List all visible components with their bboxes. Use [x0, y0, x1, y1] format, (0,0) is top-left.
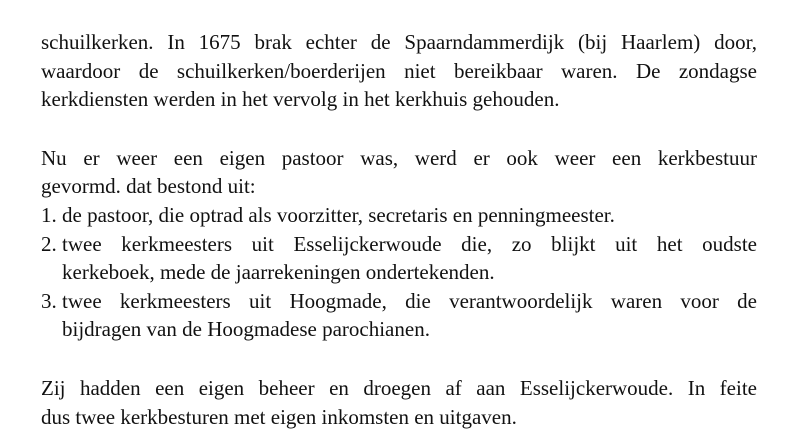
text-line: twee kerkmeesters uit Hoogmade, die verantwoordelijk waren voor de [62, 288, 757, 313]
numbered-list [41, 201, 757, 344]
paragraph-gap [41, 114, 757, 144]
list-number: 2. [41, 231, 57, 256]
text-line: waardoor de schuilkerken/boerderijen niet bereikbaar waren. De zondagse [41, 58, 757, 83]
paragraph-gap [41, 344, 757, 374]
document-page [41, 28, 757, 431]
list-item [41, 287, 757, 344]
text-line: Zij hadden een eigen beheer en droegen af aan Esselijckerwoude. In feite [41, 375, 757, 400]
text-line: gevormd. dat bestond uit: [41, 174, 256, 199]
list-item [41, 230, 757, 287]
text-line: schuilkerken. In 1675 brak echter de Spaarndammerdijk (bij Haarlem) door, [41, 30, 757, 54]
paragraph-2 [41, 144, 757, 201]
list-item [41, 201, 757, 230]
text-line: Nu er weer een eigen pastoor was, werd er ook weer een kerkbestuur [41, 145, 757, 170]
paragraph-1 [41, 28, 757, 114]
text-line: kerkeboek, mede de jaarrekeningen ondertekenden. [62, 260, 495, 285]
text-line: twee kerkmeesters uit Esselijckerwoude die, zo blijkt uit het oudste [62, 231, 757, 256]
paragraph-3 [41, 374, 757, 431]
list-item-body [62, 287, 757, 344]
text-line: kerkdiensten werden in het vervolg in het kerkhuis gehouden. [41, 87, 560, 112]
list-item-body [62, 230, 757, 287]
text-line: dus twee kerkbesturen met eigen inkomsten en uitgaven. [41, 404, 517, 429]
text-line: de pastoor, die optrad als voorzitter, secretaris en penningmeester. [62, 202, 615, 227]
list-number: 3. [41, 288, 57, 313]
list-number: 1. [41, 202, 57, 227]
list-item-body [62, 201, 757, 230]
text-line: bijdragen van de Hoogmadese parochianen. [62, 317, 430, 342]
